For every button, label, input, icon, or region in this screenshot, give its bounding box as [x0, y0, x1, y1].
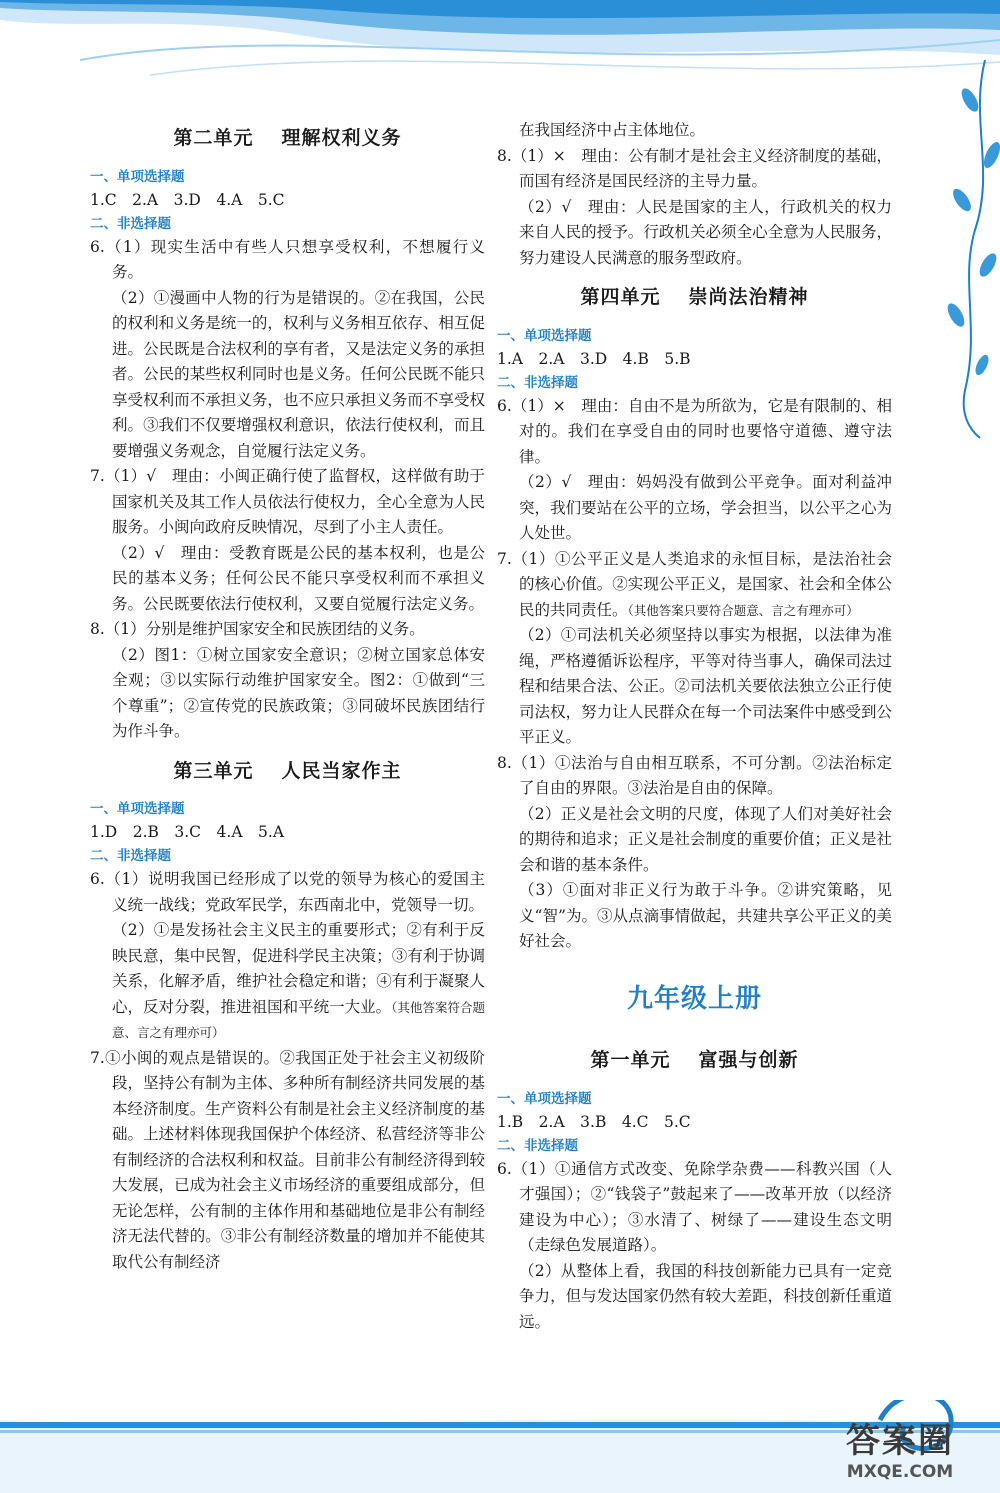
unit3-q6-part2 [90, 918, 485, 1046]
unit2-q8-part1: 8.（1）分别是维护国家安全和民族团结的义务。 [90, 620, 425, 638]
unit2-q8-part2: （2）图1：①树立国家安全意识；②树立国家总体安全观；③以实际行动维护国家安全。图2：①做到“三个尊重”；②宣传党的民族政策；③同破坏民族团结行为作斗争。 [112, 645, 485, 740]
g9-unit1-section-open-heading: 二、非选择题 [497, 1137, 578, 1154]
unit4-q7-part2: （2）①司法机关必须坚持以事实为根据，以法律为准绳，严格遵循诉讼程序，平等对待当事人，确保司法过程和结果合法、公正。②司法机关要依法独立公正行使司法权，努力让人民群众在每一个司法案件中感受到公平正义。 [519, 626, 892, 746]
g9-unit1-title [497, 1048, 892, 1074]
unit4-title [497, 285, 892, 311]
unit3-section-open-heading: 二、非选择题 [90, 848, 171, 864]
g9-unit1-number: 第一单元 [590, 1049, 671, 1071]
unit4-q7-note: （其他答案只要符合题意、言之有理亦可） [627, 602, 859, 618]
g9-unit1-name: 富强与创新 [698, 1049, 799, 1071]
left-column [90, 118, 485, 1275]
unit3-q8-part1: 8.（1）× 理由：公有制才是社会主义经济制度的基础，而国有经济是国民经济的主导力量。 [497, 146, 892, 190]
g9-unit1-section-mc-heading: 一、单项选择题 [497, 1090, 592, 1107]
g9-unit1-q6-part1: 6.（1）①通信方式改变、免除学杂费——科教兴国（人才强国）；②“钱袋子”鼓起来了——改革开放（以经济建设为中心）；③水清了、树绿了——建设生态文明（走绿色发展道路）。 [497, 1159, 892, 1254]
unit3-q6-note: （其他答案符合题意、言之有理亦可） [112, 999, 485, 1040]
vine-decoration [930, 60, 1000, 440]
unit2-title [90, 126, 485, 152]
unit3-q6-part2-text: （2）①是发扬社会主义民主的重要形式；②有利于反映民意，集中民智，促进科学民主决策；③有利于协调关系，化解矛盾，维护社会稳定和谐；④有利于凝聚人心，反对分裂，推进祖国和平统一大业。 [112, 921, 485, 1016]
right-column [497, 118, 892, 1335]
unit4-q8-part2: （2）正义是社会文明的尺度，体现了人们对美好社会的期待和追求；正义是社会制度的重要价值；正义是社会和谐的基本条件。 [519, 804, 892, 874]
unit3-name: 人民当家作主 [281, 759, 402, 782]
unit2-name: 理解权利义务 [281, 127, 402, 149]
watermark-big-text: 答案圈 [846, 1421, 954, 1461]
unit2-mc-answers: 1.C 2.A 3.D 4.A 5.C [90, 190, 285, 209]
unit4-name: 崇尚法治精神 [688, 286, 809, 308]
unit2-number: 第二单元 [173, 127, 254, 149]
unit3-section-mc-heading: 一、单项选择题 [90, 801, 185, 817]
unit4-q8-part1: 8.（1）①法治与自由相互联系，不可分割。②法治标定了自由的界限。③法治是自由的保障。 [497, 753, 892, 797]
unit3-q8-part2: （2）√ 理由：人民是国家的主人，行政机关的权力来自人民的授予。行政机关必须全心全意为人民服务，努力建设人民满意的服务型政府。 [519, 197, 892, 267]
unit3-title [90, 759, 485, 785]
unit4-number: 第四单元 [580, 286, 661, 308]
watermark-logo [815, 1420, 985, 1490]
unit3-mc-answers: 1.D 2.B 3.C 4.A 5.A [90, 823, 285, 841]
unit4-mc-answers: 1.A 2.A 3.D 4.B 5.B [497, 349, 691, 368]
unit3-number: 第三单元 [173, 759, 254, 782]
unit4-q6-part2: （2）√ 理由：妈妈没有做到公平竞争。面对利益冲突，我们要站在公平的立场，学会担当，以公平之心为人处世。 [519, 473, 892, 542]
watermark-url: MXQE.COM [846, 1462, 954, 1482]
unit2-q6-part2: （2）①漫画中人物的行为是错误的。②在我国，公民的权利和义务是统一的，权利与义务相互依存、相互促进。公民既是合法权利的享有者，又是法定义务的承担者。公民的某些权利同时也是义务。任何公民既不能只享受权利而不承担义务，也不应只承担义务而不享受权利。③我们不仅要增强权利意识，依法行使权利，而且要增强义务观念，自觉履行法定义务。 [112, 288, 485, 460]
unit4-q7-part1 [497, 547, 892, 624]
grade9-volume1-title: 九年级上册 [626, 983, 762, 1014]
unit3-q6-part1: 6.（1）说明我国已经形成了以党的领导为核心的爱国主义统一战线；党政军民学，东西南北中，党领导一切。 [90, 870, 485, 914]
unit4-section-mc-heading: 一、单项选择题 [497, 327, 592, 344]
g9-unit1-mc-answers: 1.B 2.A 3.B 4.C 5.C [497, 1112, 691, 1131]
unit2-q7-part2: （2）√ 理由：受教育既是公民的基本权利，也是公民的基本义务；任何公民不能只享受权利而不承担义务。公民既要依法行使权利，又要自觉履行法定义务。 [112, 543, 485, 613]
unit4-q6-part1: 6.（1）× 理由：自由不是为所欲为，它是有限制的、相对的。我们在享受自由的同时也要恪守道德、遵守法律。 [497, 396, 892, 466]
unit3-q7: 7.①小闽的观点是错误的。②我国正处于社会主义初级阶段，坚持公有制为主体、多种所有制经济共同发展的基本经济制度。生产资料公有制是社会主义经济制度的基础。上述材料体现我国保护个体经济、私营经济等非公有制经济的合法权利和权益。目前非公有制经济得到较大发展，已成为社会主义市场经济的重要组成部分，但无论怎样，公有制的主体作用和基础地位是非公有制经济无法代替的。③非公有制经济数量的增加并不能使其取代公有制经济 [90, 1048, 485, 1271]
unit4-q7-part1-text: 7.（1）①公平正义是人类追求的永恒目标，是法治社会的核心价值。②实现公平正义，是国家、社会和全体公民的共同责任。 [497, 549, 892, 619]
unit4-section-open-heading: 二、非选择题 [497, 374, 578, 391]
unit2-q7-part1: 7.（1）√ 理由：小闽正确行使了监督权，这样做有助于国家机关及其工作人员依法行使权力，全心全意为人民服务。小闽向政府反映情况，尽到了小主人责任。 [90, 467, 485, 536]
top-decorative-band [0, 0, 1000, 95]
g9-unit1-q6-part2: （2）从整体上看，我国的科技创新能力已具有一定竞争力，但与发达国家仍然有较大差距，科技创新任重道远。 [519, 1261, 892, 1331]
unit3-q7-continued: 在我国经济中占主体地位。 [519, 121, 706, 139]
unit4-q8-part3: （3）①面对非正义行为敢于斗争。②讲究策略，见义“智”为。③从点滴事情做起，共建共享公平正义的美好社会。 [519, 881, 892, 950]
unit2-q6-part1: 6.（1）现实生活中有些人只想享受权利，不想履行义务。 [90, 237, 485, 281]
unit2-section-open-heading: 二、非选择题 [90, 215, 171, 232]
unit2-section-mc-heading: 一、单项选择题 [90, 168, 185, 185]
